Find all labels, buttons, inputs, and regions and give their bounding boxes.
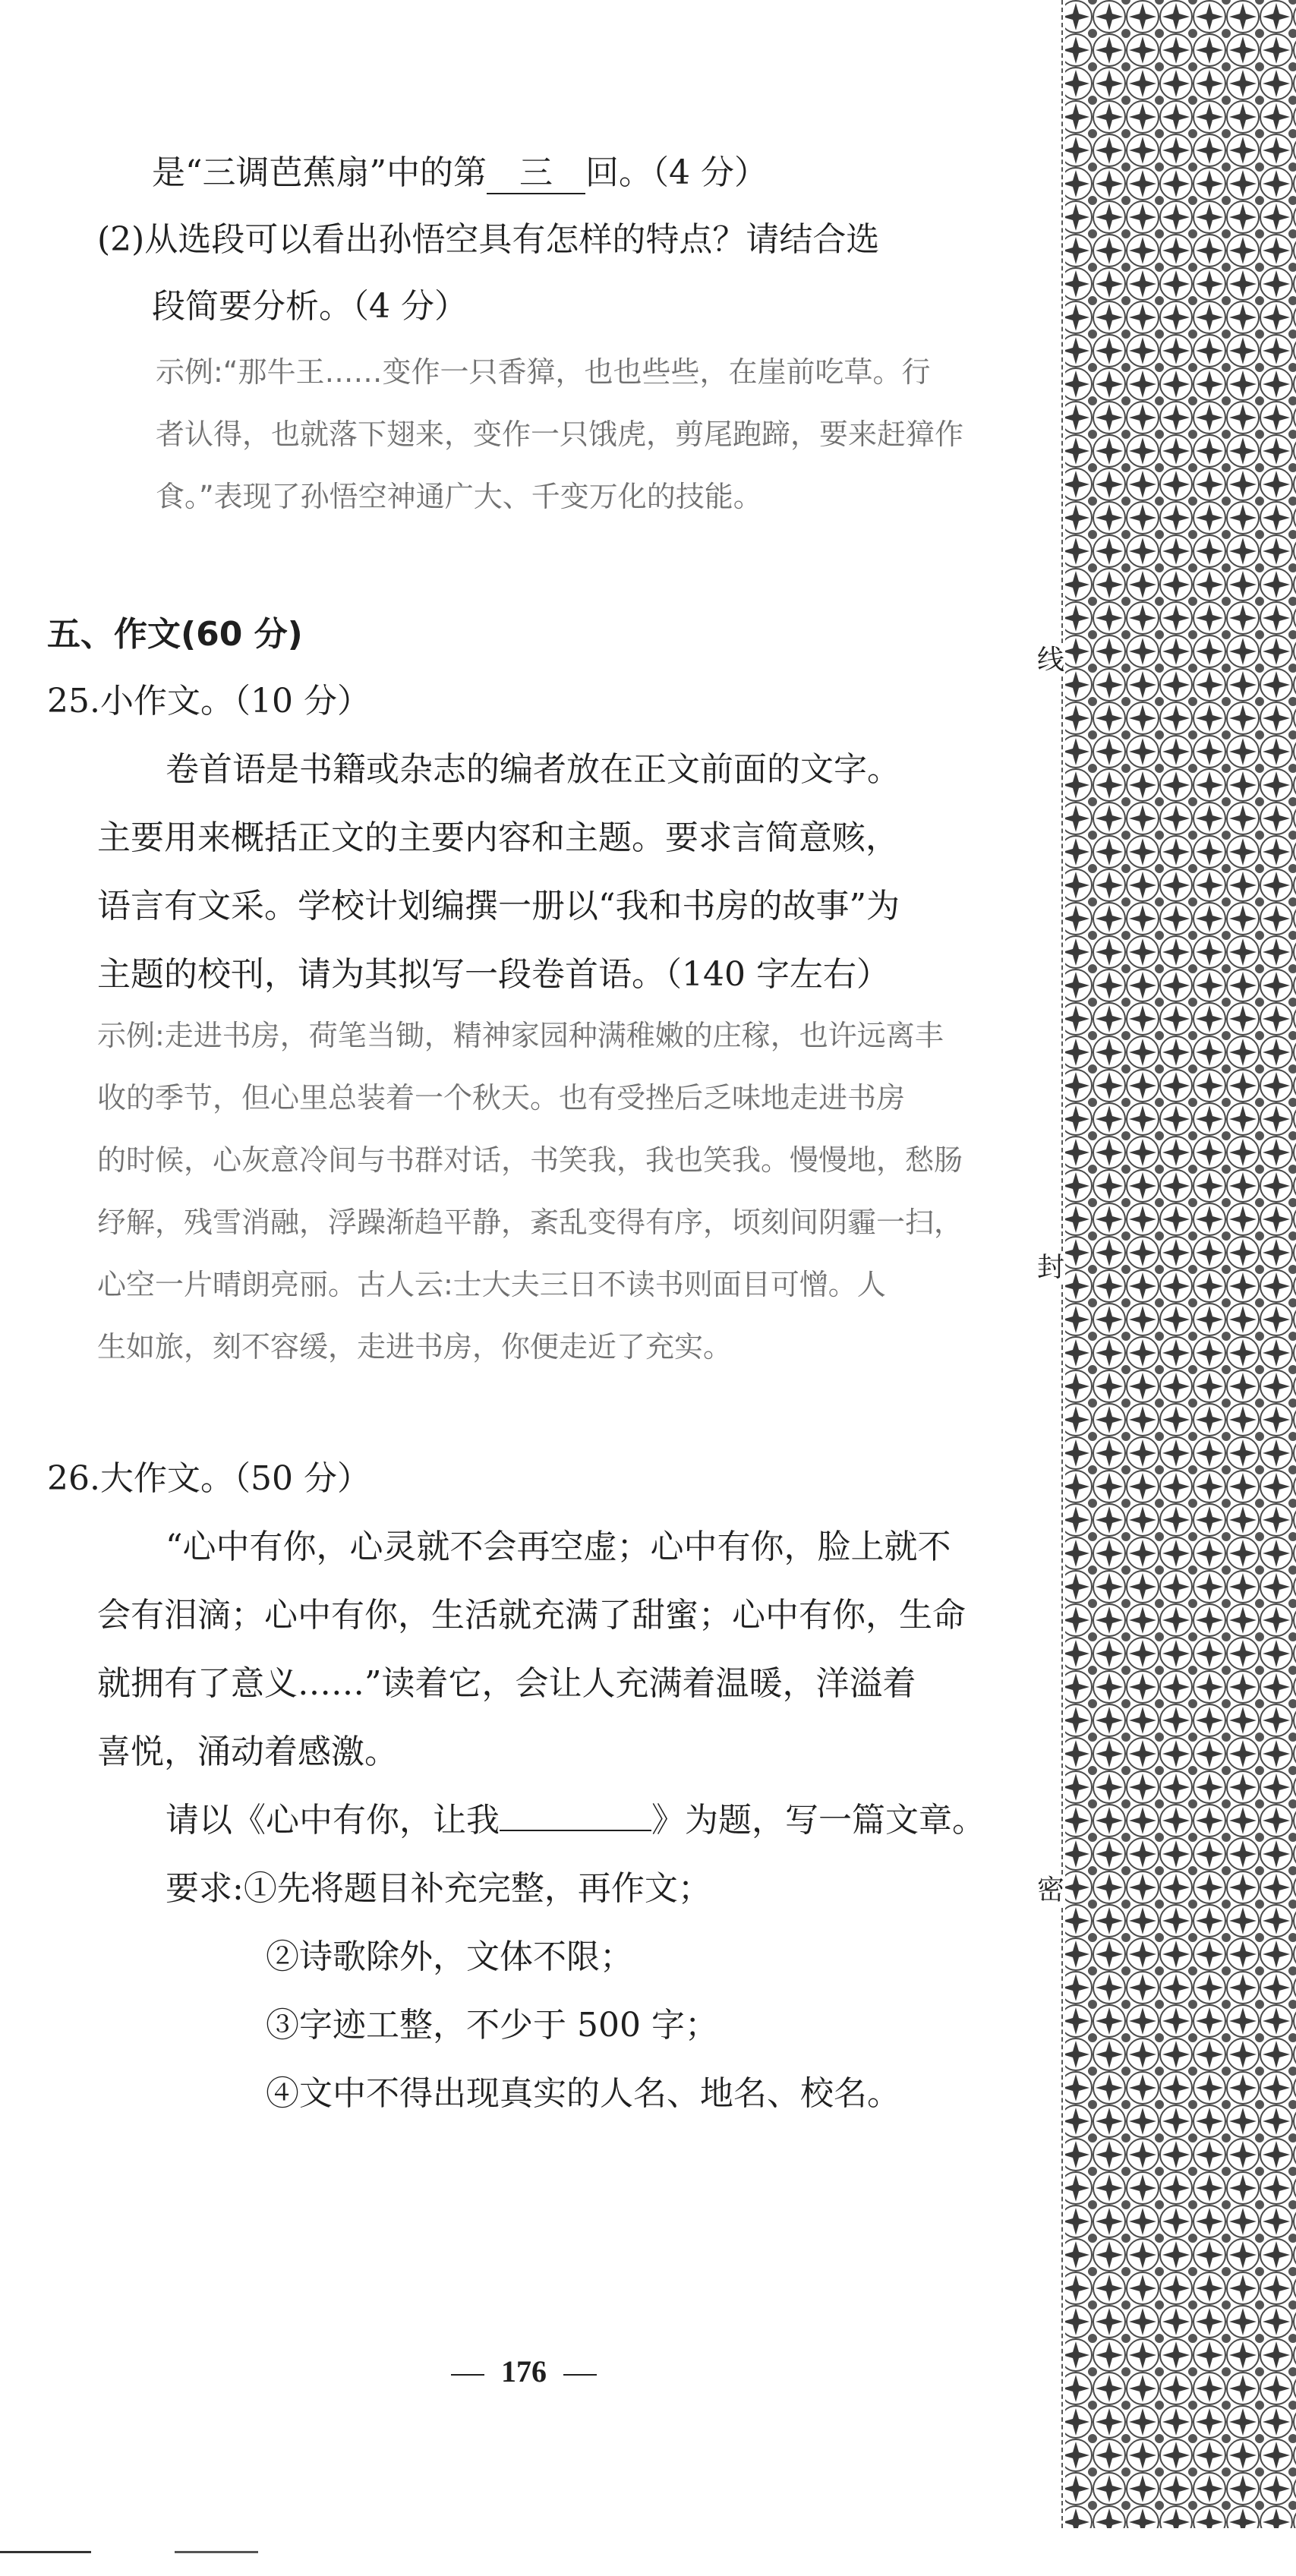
q25-answer-line: 纾解，残雪消融，浮躁渐趋平静，紊乱变得有序，顷刻间阴霾一扫， [97,1206,963,1239]
q24-answer-line: 者认得，也就落下翅来，变作一只饿虎，剪尾跑蹄，要来赶獐作 [156,418,964,451]
q26-prompt-line: 喜悦，涌动着感激。 [97,1733,398,1771]
q25-answer-line: 心空一片晴朗亮丽。古人云:士大夫三日不读书则面目可憎。人 [97,1268,886,1301]
binding-pattern [1059,0,1296,2528]
q26-prompt-line: 就拥有了意义……”读着它，会让人充满着温暖，洋溢着 [97,1664,916,1703]
binding-char-feng: 封 [1037,1252,1065,1283]
q24-line1-text: 是“三调芭蕉扇”中的第 [152,153,487,192]
q24-answer-line: 示例:“那牛王……变作一只香獐，也也些些，在崖前吃草。行 [156,355,931,389]
q25-answer-line: 生如旅，刻不容缓，走进书房，你便走近了充实。 [97,1330,733,1364]
q25-title: 25.小作文。（10 分） [47,682,371,720]
q26-requirement [166,1866,711,1912]
q24-answer-blank: 三 [487,153,585,194]
q25-answer-line: 的时候，心灰意冷间与书群对话，书笑我，我也笑我。慢慢地，愁肠 [97,1143,963,1177]
q26-task-text-end: 》为题，写一篇文章。 [651,1801,985,1840]
q26-task [166,1798,985,1843]
q26-req-label: 要求: [166,1869,244,1908]
page-number-text: 176 [501,2354,547,2388]
dash-left [451,2374,484,2376]
q26-task-text: 请以《心中有你，让我 [166,1801,500,1840]
q26-requirement: ②诗歌除外，文体不限； [266,1938,633,1976]
q24-sub2-line1: (2)从选段可以看出孙悟空具有怎样的特点？请结合选 [97,220,880,259]
q26-prompt-line: “心中有你，心灵就不会再空虚；心中有你，脸上就不 [166,1528,951,1566]
q25-answer-line: 收的季节，但心里总装着一个秋天。也有受挫后乏味地走进书房 [97,1081,906,1115]
q25-answer-line: 示例:走进书房，荷笔当锄，精神家园种满稚嫩的庄稼，也许远离丰 [97,1019,944,1052]
binding-char-mi: 密 [1037,1874,1065,1906]
binding-char-xian: 线 [1037,645,1065,676]
q24-answer-line: 食。”表现了孙悟空神通广大、千变万化的技能。 [156,480,762,513]
q25-prompt-line: 主题的校刊，请为其拟写一段卷首语。（140 字左右） [97,955,890,994]
dash-right [563,2374,597,2376]
bottom-rule [175,2551,258,2553]
q24-line1 [152,150,768,196]
q26-requirement: ④文中不得出现真实的人名、地名、校名。 [266,2074,900,2113]
q25-prompt-line: 卷首语是书籍或杂志的编者放在正文前面的文字。 [166,750,900,789]
q24-sub2-line2: 段简要分析。（4 分） [152,287,468,326]
q26-title-blank [500,1830,651,1831]
bottom-rule [0,2551,91,2553]
q26-requirement: ③字迹工整，不少于 500 字； [266,2006,718,2045]
q24-line1-points: 回。（4 分） [585,153,768,192]
q25-prompt-line: 语言有文采。学校计划编撰一册以“我和书房的故事”为 [97,887,900,925]
q26-title: 26.大作文。（50 分） [47,1459,371,1498]
section-heading: 五、作文(60 分) [47,615,303,654]
q26-prompt-line: 会有泪滴；心中有你，生活就充满了甜蜜；心中有你，生命 [97,1596,966,1635]
q25-prompt-line: 主要用来概括正文的主要内容和主题。要求言简意赅， [97,818,899,857]
page-number [0,2354,1048,2389]
q26-req-item: ①先将题目补充完整，再作文； [243,1869,711,1908]
